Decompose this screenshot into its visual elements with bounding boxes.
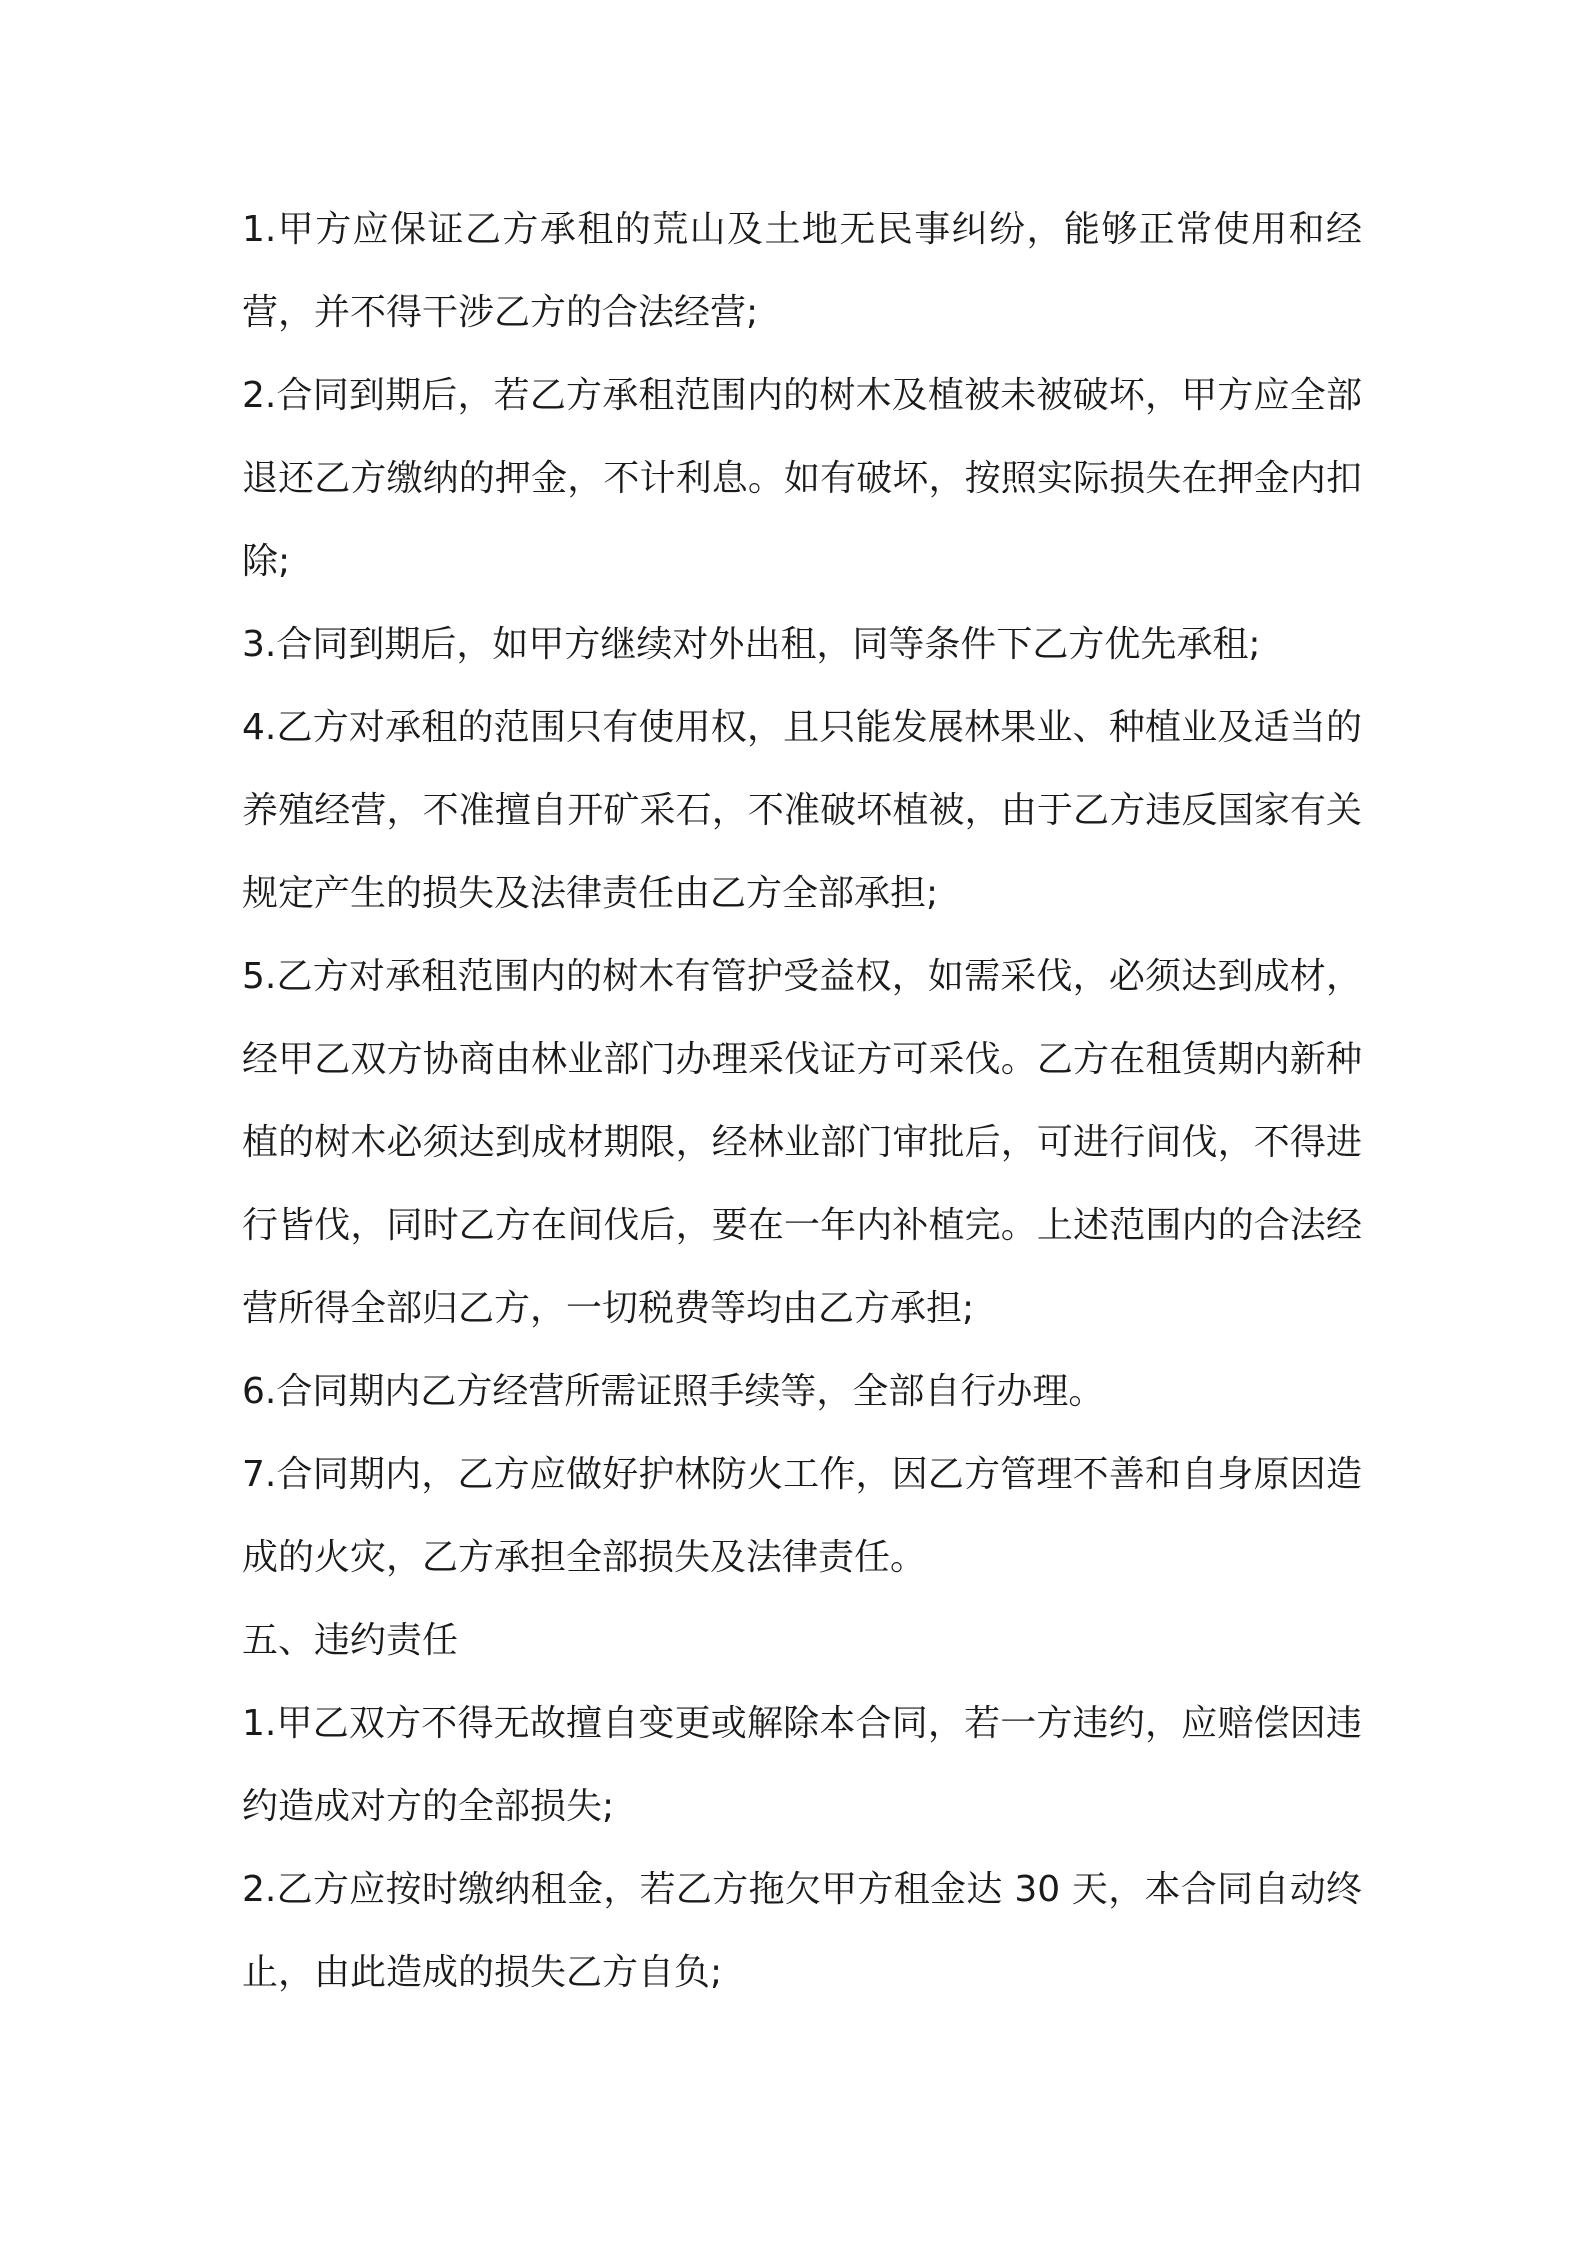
clause-paragraph: 5.乙方对承租范围内的树木有管护受益权，如需采伐，必须达到成材，经甲乙双方协商由林业部门办理采伐证方可采伐。乙方在租赁期内新种植的树木必须达到成材期限，经林业部门审批后，可进行间伐，不得进行皆伐，同时乙方在间伐后，要在一年内补植完。上述范围内的合法经营所得全部归乙方，一切税费等均由乙方承担; xyxy=(242,956,1362,1329)
clause-paragraph: 6.合同期内乙方经营所需证照手续等，全部自行办理。 xyxy=(242,1371,1105,1412)
clause-paragraph: 1.甲乙双方不得无故擅自变更或解除本合同，若一方违约，应赔偿因违约造成对方的全部损失; xyxy=(242,1703,1362,1827)
clause-paragraph: 4.乙方对承租的范围只有使用权，且只能发展林果业、种植业及适当的养殖经营，不准擅自开矿采石，不准破坏植被，由于乙方违反国家有关规定产生的损失及法律责任由乙方全部承担; xyxy=(242,707,1362,914)
clause-paragraph: 2.乙方应按时缴纳租金，若乙方拖欠甲方租金达 30 天，本合同自动终止，由此造成的损失乙方自负; xyxy=(242,1869,1362,1993)
section-heading: 五、违约责任 xyxy=(242,1620,459,1661)
clause-paragraph: 3.合同到期后，如甲方继续对外出租，同等条件下乙方优先承租; xyxy=(242,624,1261,665)
clause-paragraph: 1.甲方应保证乙方承租的荒山及土地无民事纠纷，能够正常使用和经营，并不得干涉乙方的合法经营; xyxy=(242,209,1362,333)
document-body xyxy=(242,188,1362,2014)
clause-paragraph: 7.合同期内，乙方应做好护林防火工作，因乙方管理不善和自身原因造成的火灾，乙方承担全部损失及法律责任。 xyxy=(242,1454,1362,1578)
clause-paragraph: 2.合同到期后，若乙方承租范围内的树木及植被未被破坏，甲方应全部退还乙方缴纳的押金，不计利息。如有破坏，按照实际损失在押金内扣除; xyxy=(242,375,1362,582)
